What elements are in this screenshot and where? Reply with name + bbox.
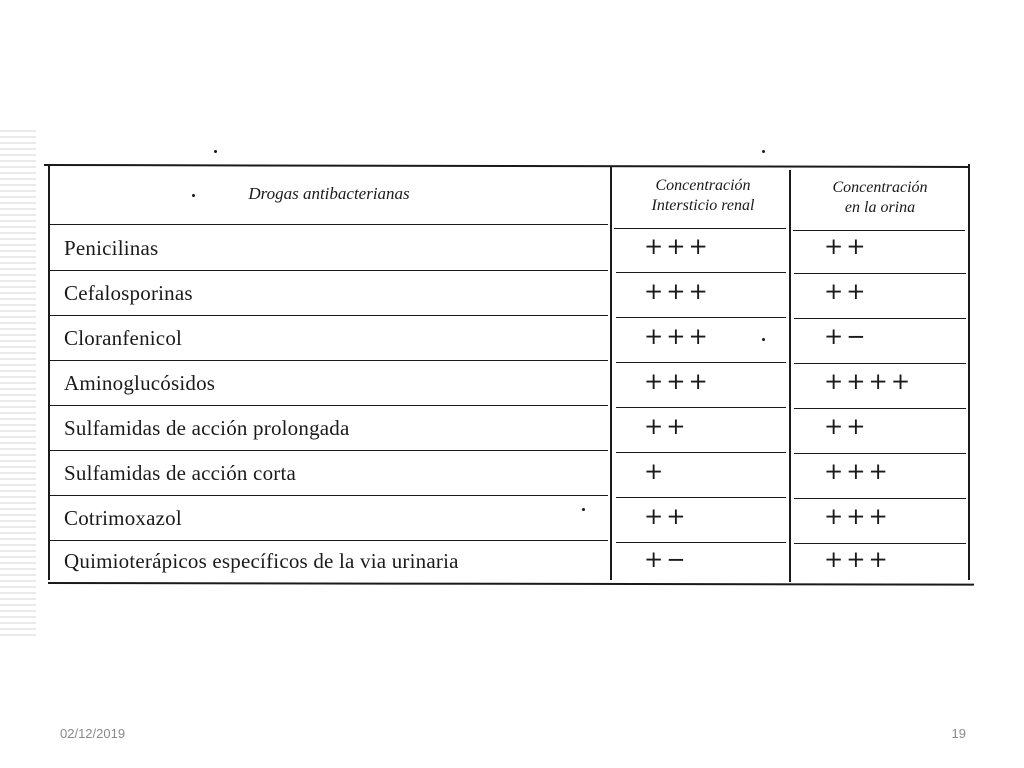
drug-name: Cefalosporinas	[64, 281, 193, 305]
urine-concentration: ++	[824, 279, 869, 305]
drug-name: Sulfamidas de acción prolongada	[64, 416, 350, 440]
row-divider	[50, 450, 608, 451]
row-divider	[50, 360, 608, 361]
slide-page-number: 19	[951, 726, 966, 741]
header-urine-line2: en la orina	[844, 199, 916, 216]
urine-concentration: ++	[824, 234, 869, 260]
drug-name: Quimioterápicos específicos de la via urinaria	[64, 549, 459, 573]
urine-concentration: +++	[824, 504, 891, 530]
table-row	[44, 273, 976, 317]
scan-speck	[762, 338, 765, 341]
renal-concentration: ++	[644, 504, 689, 530]
renal-concentration: +++	[644, 234, 711, 260]
urine-concentration: ++++	[824, 369, 914, 395]
renal-concentration: +++	[644, 279, 711, 305]
slide-date: 02/12/2019	[60, 726, 126, 741]
urine-concentration: +−	[824, 324, 869, 350]
header-drugs	[164, 184, 494, 204]
header-urine-line1: Concentración	[832, 179, 928, 196]
urine-concentration: +++	[824, 459, 891, 485]
table-row	[44, 228, 976, 272]
table-row	[44, 363, 976, 407]
renal-concentration: +++	[644, 369, 711, 395]
table-top-rule	[44, 164, 970, 168]
renal-concentration: +−	[644, 547, 689, 573]
renal-concentration: ++	[644, 414, 689, 440]
drug-name: Sulfamidas de acción corta	[64, 461, 297, 485]
table-row	[44, 541, 976, 585]
urine-concentration: ++	[824, 414, 869, 440]
header-underline-drugs	[50, 224, 608, 225]
urine-concentration: +++	[824, 547, 891, 573]
scanned-table	[44, 160, 976, 592]
drug-name: Cloranfenicol	[64, 326, 183, 350]
drug-name: Aminoglucósidos	[64, 371, 216, 395]
row-divider	[50, 270, 608, 271]
header-renal-line2: Intersticio renal	[651, 197, 755, 214]
scan-speck	[214, 150, 217, 153]
header-drugs-label: Drogas antibacterianas	[248, 184, 410, 203]
table-row	[44, 318, 976, 362]
scan-speck	[582, 508, 585, 511]
row-divider	[50, 315, 608, 316]
drug-name: Penicilinas	[64, 236, 159, 260]
header-renal-concentration	[618, 176, 788, 216]
row-divider	[50, 405, 608, 406]
renal-concentration: +++	[644, 324, 711, 350]
table-row	[44, 453, 976, 497]
scan-speck	[762, 150, 765, 153]
table-row	[44, 408, 976, 452]
table-row	[44, 498, 976, 542]
scan-speck	[192, 194, 195, 197]
header-urine-concentration	[796, 178, 964, 218]
header-renal-line1: Concentración	[655, 177, 751, 194]
scan-edge-noise	[0, 130, 36, 640]
row-divider	[50, 495, 608, 496]
drug-name: Cotrimoxazol	[64, 506, 182, 530]
renal-concentration: +	[644, 459, 667, 485]
